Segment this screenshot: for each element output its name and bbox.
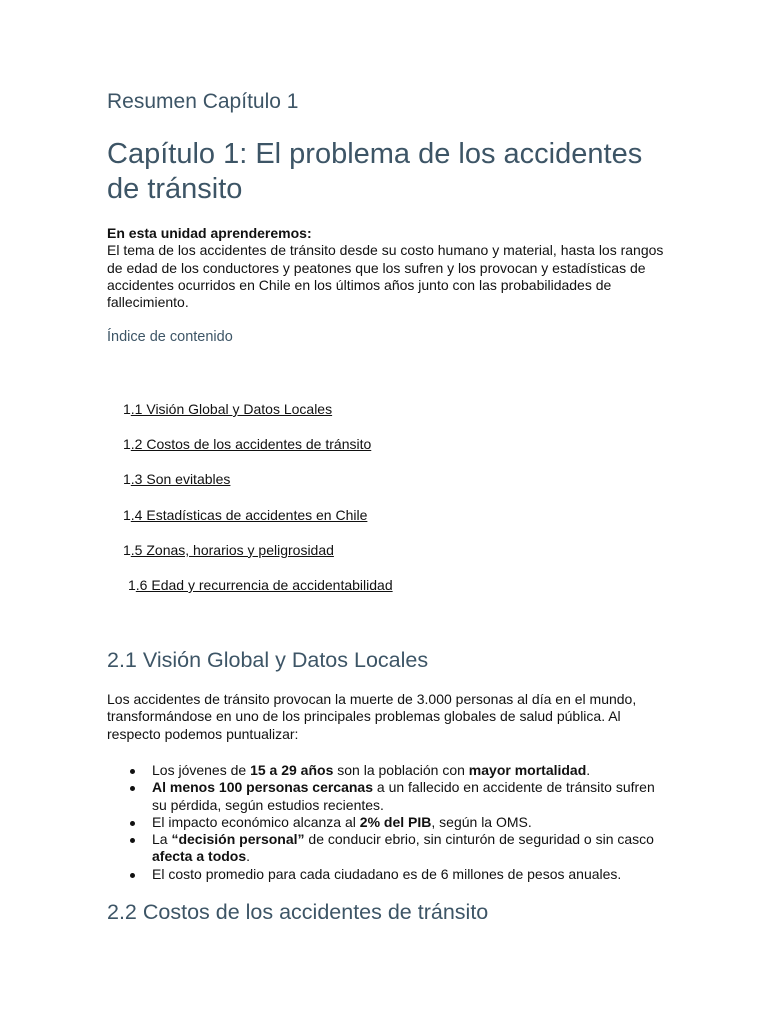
bullet-icon (130, 821, 135, 826)
section-paragraph: Los accidentes de tránsito provocan la muerte de 3.000 personas al día en el mundo, transformándose en uno de los principales problemas globales de salud pública. Al respecto podemos puntualizar: (107, 691, 637, 742)
toc-item[interactable]: 1.3 Son evitables (123, 471, 231, 488)
intro-text: El tema de los accidentes de tránsito desde su costo humano y material, hasta los rangos de edad de los conductores y peatones que los sufren y los provocan y estadísticas de accidentes ocurridos en Chile en los últimos años junto con las probabilidades de fallecimiento. (107, 242, 664, 311)
toc-item[interactable]: 1.1 Visión Global y Datos Locales (123, 401, 333, 417)
toc-item[interactable]: 1.2 Costos de los accidentes de tránsito (123, 436, 372, 453)
toc-link[interactable]: .3 Son evitables (130, 471, 231, 488)
index-title: Índice de contenido (107, 329, 233, 345)
toc-item[interactable]: 1.6 Edad y recurrencia de accidentabilidad (128, 576, 393, 593)
bullet-icon (130, 769, 135, 774)
toc-item[interactable]: 1.4 Estadísticas de accidentes en Chile (123, 506, 368, 523)
toc-link[interactable]: .2 Costos de los accidentes de tránsito (130, 436, 372, 453)
bullet-icon (130, 786, 135, 791)
bullet-list (107, 762, 667, 883)
bullet-icon (130, 838, 135, 843)
intro-lead: En esta unidad aprenderemos: (107, 225, 312, 241)
intro-block (107, 225, 667, 311)
toc-item[interactable]: 1.5 Zonas, horarios y peligrosidad (123, 541, 334, 558)
list-item: El costo promedio para cada ciudadano es de 6 millones de pesos anuales. (107, 866, 667, 883)
bullet-icon (130, 873, 135, 878)
section-heading: 2.2 Costos de los accidentes de tránsito (107, 900, 489, 924)
list-item: Al menos 100 personas cercanas a un fallecido en accidente de tránsito sufren su pérdida, según estudios recientes. (107, 779, 667, 814)
summary-heading: Resumen Capítulo 1 (107, 90, 299, 113)
list-item: El impacto económico alcanza al 2% del PIB, según la OMS. (107, 814, 667, 831)
list-item: La “decisión personal” de conducir ebrio, sin cinturón de seguridad o sin casco afecta a todos. (107, 831, 667, 866)
section-heading: 2.1 Visión Global y Datos Locales (107, 648, 429, 672)
toc-link[interactable]: .6 Edad y recurrencia de accidentabilidad (135, 576, 393, 593)
table-of-contents (123, 400, 393, 611)
list-item: Los jóvenes de 15 a 29 años son la población con mayor mortalidad. (107, 762, 667, 779)
toc-link[interactable]: .1 Visión Global y Datos Locales (130, 401, 333, 417)
chapter-title: Capítulo 1: El problema de los accidentes de tránsito (107, 138, 643, 205)
toc-link[interactable]: .4 Estadísticas de accidentes en Chile (130, 506, 368, 523)
toc-link[interactable]: .5 Zonas, horarios y peligrosidad (130, 541, 334, 558)
